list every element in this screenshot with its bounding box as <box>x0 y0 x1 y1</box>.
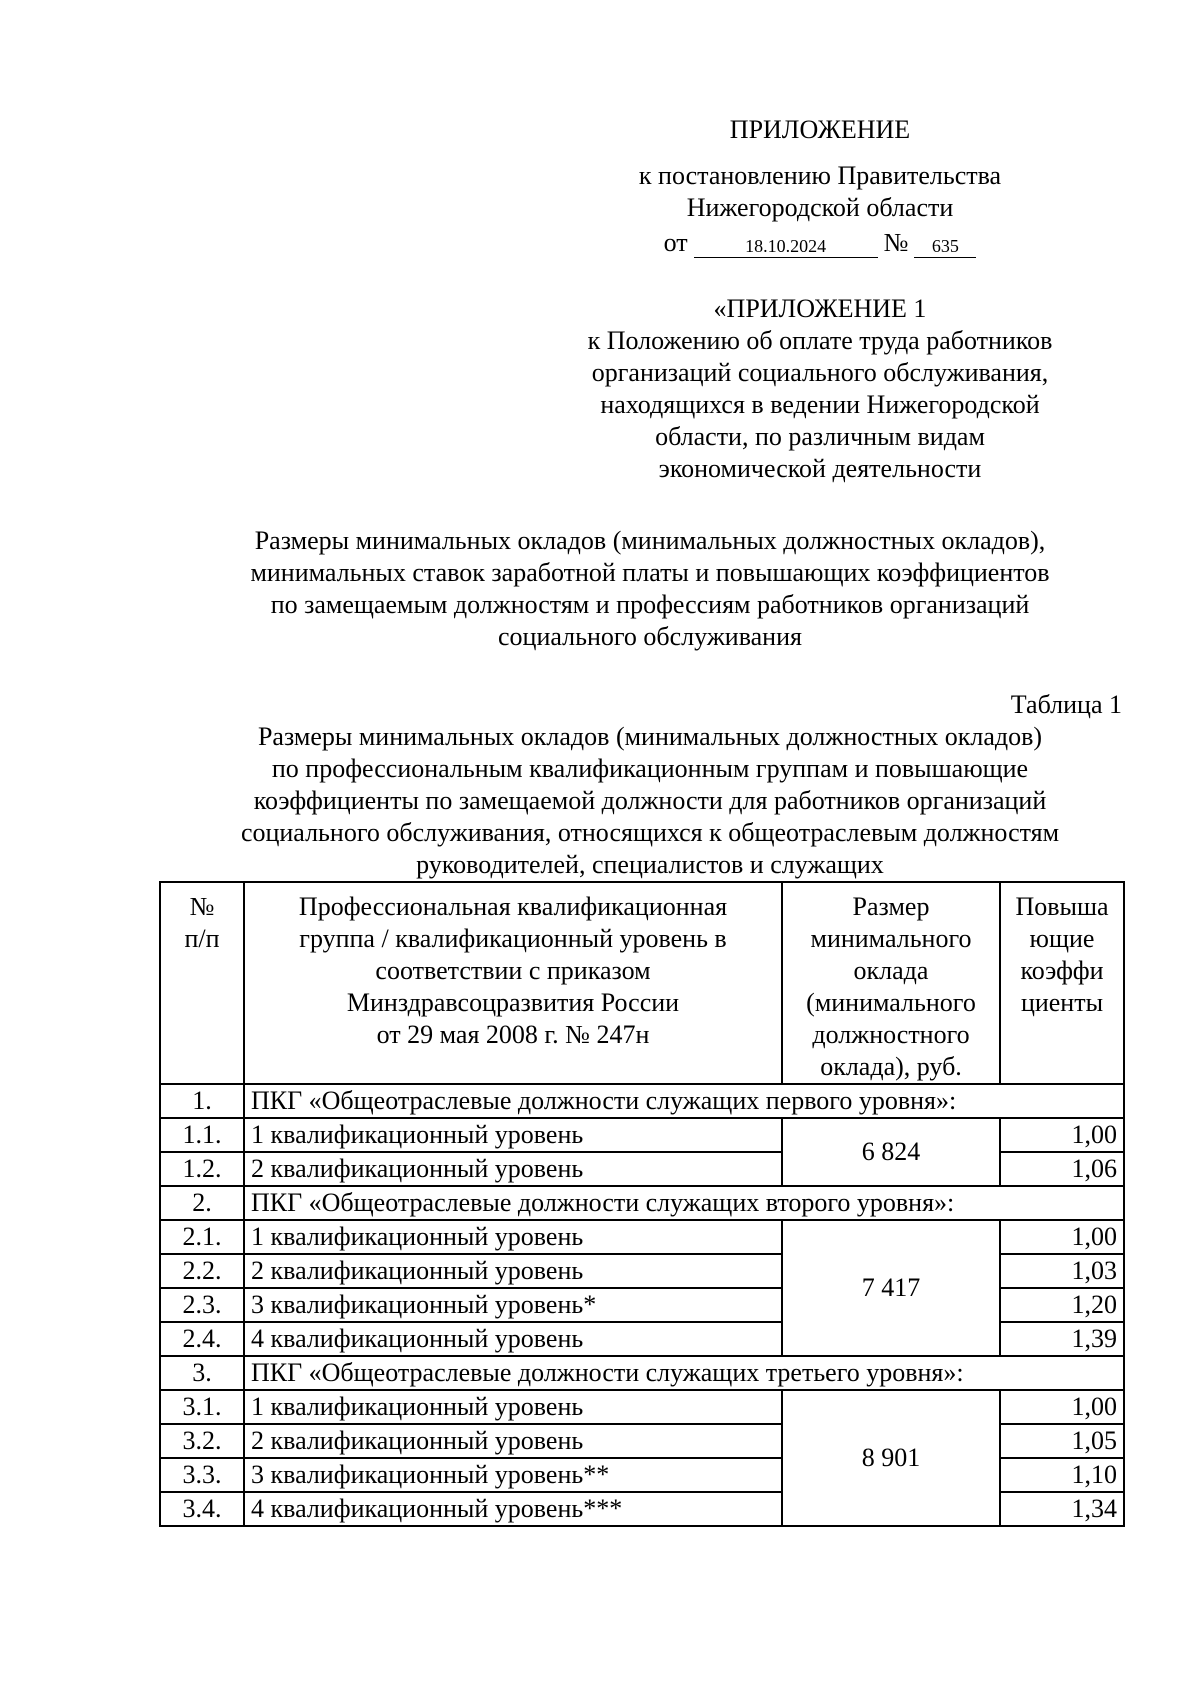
group-title: ПКГ «Общеотраслевые должности служащих третьего уровня»: <box>244 1356 1124 1390</box>
header-size-line: минимального <box>810 924 972 953</box>
header-size <box>782 882 1000 1084</box>
table-row <box>160 1118 1124 1152</box>
group-salary: 6 824 <box>782 1118 1000 1186</box>
row-num: 3.1. <box>160 1390 244 1424</box>
group-num: 2. <box>160 1186 244 1220</box>
appendix-1-line: к Положению об оплате труда работников <box>587 326 1053 355</box>
group-title: ПКГ «Общеотраслевые должности служащих первого уровня»: <box>244 1084 1124 1118</box>
heading-line: по замещаемым должностям и профессиям работников организаций <box>270 590 1030 619</box>
appendix-1-line: организаций социального обслуживания, <box>591 358 1049 387</box>
row-coef: 1,20 <box>1000 1288 1124 1322</box>
resolution-date: 18.10.2024 <box>694 235 878 258</box>
heading-line: Размеры минимальных окладов (минимальных должностных окладов), <box>254 526 1046 555</box>
row-name: 4 квалификационный уровень <box>244 1322 782 1356</box>
row-num: 3.3. <box>160 1458 244 1492</box>
appendix-1-block <box>510 293 1130 485</box>
group-row <box>160 1186 1124 1220</box>
header-coef-line: коэффи <box>1020 956 1104 985</box>
group-salary: 7 417 <box>782 1220 1000 1356</box>
row-coef: 1,10 <box>1000 1458 1124 1492</box>
appendix-1-line: экономической деятельности <box>658 454 982 483</box>
table-title-line: Размеры минимальных окладов (минимальных должностных окладов) <box>257 722 1043 751</box>
row-num: 3.4. <box>160 1492 244 1526</box>
row-num: 2.3. <box>160 1288 244 1322</box>
table-title-line: по профессиональным квалификационным группам и повышающие <box>271 754 1029 783</box>
heading-line: минимальных ставок заработной платы и повышающих коэффициентов <box>250 558 1050 587</box>
header-name-line: группа / квалификационный уровень в <box>299 924 727 953</box>
row-coef: 1,00 <box>1000 1390 1124 1424</box>
group-row <box>160 1356 1124 1390</box>
row-name: 2 квалификационный уровень <box>244 1254 782 1288</box>
header-num-line: № <box>189 892 215 921</box>
header-size-line: оклада <box>853 956 929 985</box>
header-size-line: оклада), руб. <box>820 1052 962 1081</box>
table-title-line: коэффициенты по замещаемой должности для работников организаций <box>253 786 1047 815</box>
group-row <box>160 1084 1124 1118</box>
appendix-1-line: находящихся в ведении Нижегородской <box>600 390 1040 419</box>
number-label: № <box>883 228 909 257</box>
row-name: 2 квалификационный уровень <box>244 1424 782 1458</box>
row-coef: 1,00 <box>1000 1118 1124 1152</box>
appendix-title: ПРИЛОЖЕНИЕ <box>729 115 911 144</box>
header-name-line: Минздравсоцразвития России <box>346 988 680 1017</box>
salary-table <box>159 881 1125 1527</box>
row-name: 4 квалификационный уровень*** <box>244 1492 782 1526</box>
row-name: 2 квалификационный уровень <box>244 1152 782 1186</box>
header-name <box>244 882 782 1084</box>
resolution-number: 635 <box>914 235 976 258</box>
row-num: 2.4. <box>160 1322 244 1356</box>
header-coef-line: Повыша <box>1015 892 1109 921</box>
table-row <box>160 1220 1124 1254</box>
row-name: 1 квалификационный уровень <box>244 1118 782 1152</box>
header-num-line: п/п <box>184 924 220 953</box>
table-title-line: руководителей, специалистов и служащих <box>416 850 884 879</box>
row-num: 2.2. <box>160 1254 244 1288</box>
group-title: ПКГ «Общеотраслевые должности служащих второго уровня»: <box>244 1186 1124 1220</box>
row-num: 3.2. <box>160 1424 244 1458</box>
header-name-line: соответствии с приказом <box>375 956 651 985</box>
row-num: 1.2. <box>160 1152 244 1186</box>
header-size-line: Размер <box>852 892 930 921</box>
row-name: 1 квалификационный уровень <box>244 1390 782 1424</box>
row-name: 3 квалификационный уровень* <box>244 1288 782 1322</box>
header-name-line: от 29 мая 2008 г. № 247н <box>376 1020 650 1049</box>
document-heading <box>100 525 1200 653</box>
resolution-line-2: Нижегородской области <box>686 193 954 222</box>
header-size-line: (минимального <box>806 988 976 1017</box>
header-coef-line: циенты <box>1020 988 1104 1017</box>
row-num: 1.1. <box>160 1118 244 1152</box>
group-num: 3. <box>160 1356 244 1390</box>
table-row <box>160 1390 1124 1424</box>
appendix-1-title: «ПРИЛОЖЕНИЕ 1 <box>713 294 927 323</box>
row-coef: 1,05 <box>1000 1424 1124 1458</box>
group-salary: 8 901 <box>782 1390 1000 1526</box>
heading-line: социального обслуживания <box>498 622 802 651</box>
header-num <box>160 882 244 1084</box>
row-coef: 1,00 <box>1000 1220 1124 1254</box>
appendix-1-line: области, по различным видам <box>655 422 985 451</box>
row-coef: 1,03 <box>1000 1254 1124 1288</box>
group-num: 1. <box>160 1084 244 1118</box>
table-title-line: социального обслуживания, относящихся к общеотраслевым должностям <box>240 818 1060 847</box>
resolution-header <box>560 114 1080 258</box>
row-coef: 1,06 <box>1000 1152 1124 1186</box>
row-coef: 1,39 <box>1000 1322 1124 1356</box>
date-number-line <box>560 224 1080 258</box>
row-name: 1 квалификационный уровень <box>244 1220 782 1254</box>
header-size-line: должностного <box>812 1020 970 1049</box>
header-coef-line: ющие <box>1029 924 1095 953</box>
row-num: 2.1. <box>160 1220 244 1254</box>
header-name-line: Профессиональная квалификационная <box>298 892 728 921</box>
header-coef <box>1000 882 1124 1084</box>
from-label: от <box>663 228 688 257</box>
resolution-line-1: к постановлению Правительства <box>638 161 1002 190</box>
table-title <box>120 721 1180 881</box>
row-coef: 1,34 <box>1000 1492 1124 1526</box>
table-label: Таблица 1 <box>1010 690 1122 719</box>
row-name: 3 квалификационный уровень** <box>244 1458 782 1492</box>
